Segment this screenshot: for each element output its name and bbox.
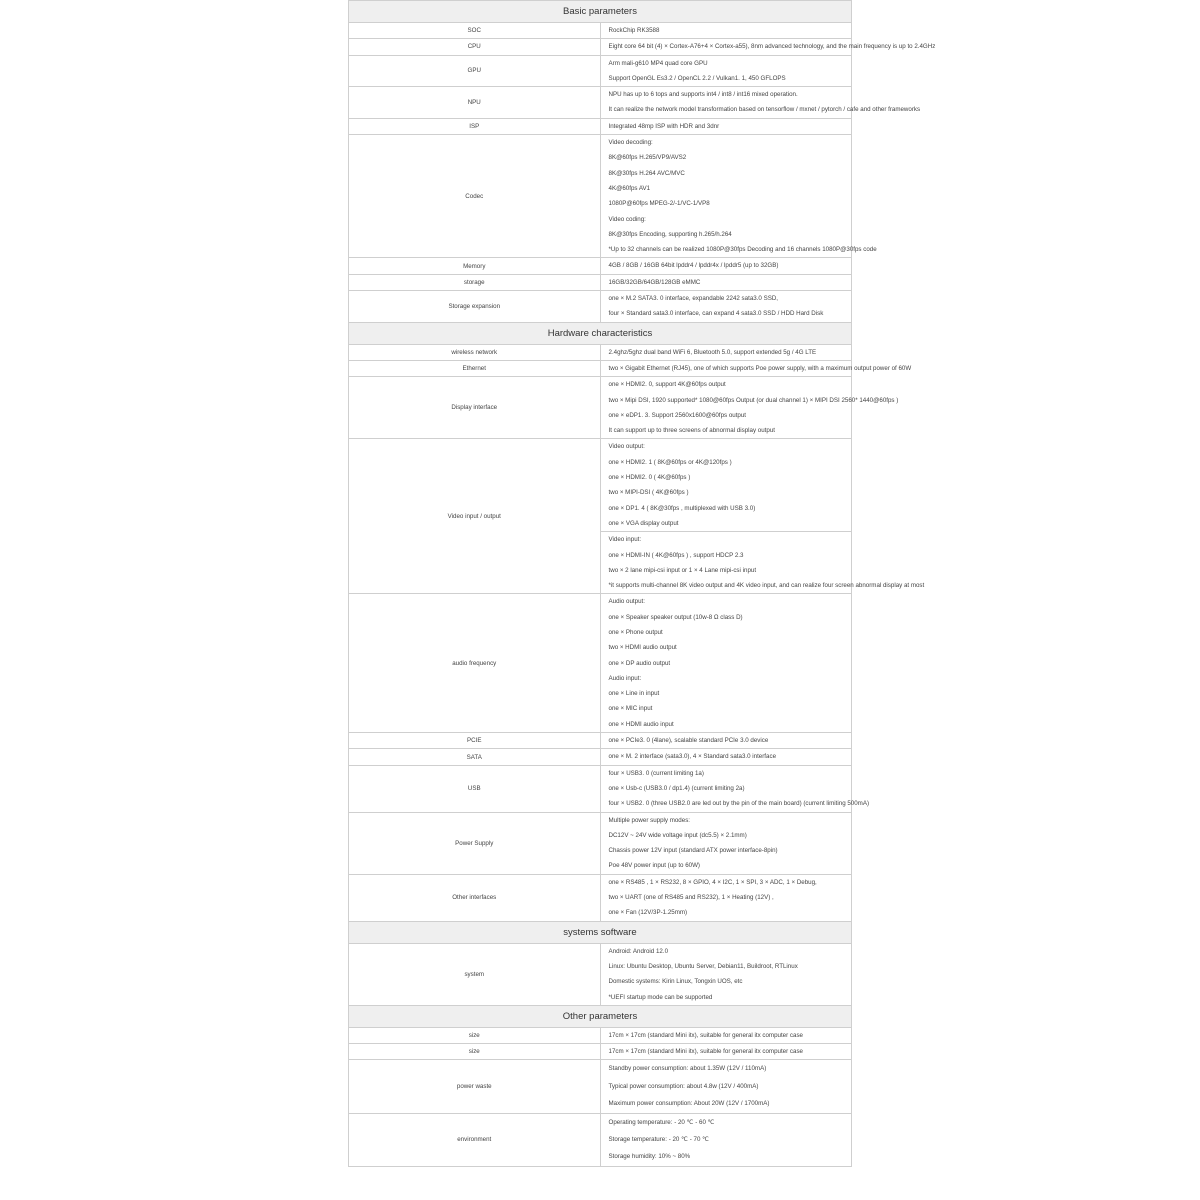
spec-value-line: Video input:: [608, 536, 642, 544]
spec-value: [600, 360, 912, 376]
spec-row: [349, 135, 852, 258]
spec-label: wireless network: [349, 344, 601, 360]
spec-sheet: [348, 0, 936, 1167]
spec-label: power waste: [349, 1060, 601, 1113]
spec-value-line: 2.4ghz/5ghz dual band WiFi 6, Bluetooth 5.0, support extended 5g / 4G LTE: [608, 348, 817, 356]
spec-value-line: one × MIC input: [608, 705, 653, 713]
spec-row: [349, 812, 852, 874]
spec-value-line: two × HDMI audio output: [608, 644, 677, 652]
spec-value-line: one × DP audio output: [608, 659, 671, 667]
spec-row: [349, 594, 852, 733]
spec-value-line: one × DP1. 4 ( 8K@30fps , multiplexed with USB 3.0): [608, 504, 756, 512]
spec-value-line: *Up to 32 channels can be realized 1080P@30fps Decoding and 16 channels 1080P@30fps code: [608, 246, 877, 254]
spec-value-line: one × HDMI-IN ( 4K@60fps ) , support HDCP 2.3: [608, 551, 744, 559]
spec-label: size: [349, 1044, 601, 1060]
spec-value: [600, 291, 852, 323]
spec-row: [349, 377, 852, 439]
spec-row: [349, 87, 852, 119]
spec-value: [600, 39, 936, 55]
spec-row: [349, 1044, 852, 1060]
spec-value-line: 8K@30fps Encoding, supporting h.265/h.264: [608, 230, 732, 238]
spec-value-line: two × 2 lane mipi-csi input or 1 × 4 Lane mipi-csi input: [608, 566, 757, 574]
section-title: Other parameters: [349, 1005, 852, 1027]
spec-label: storage: [349, 274, 601, 290]
spec-label: Power Supply: [349, 812, 601, 874]
spec-value-line: 4GB / 8GB / 16GB 64bit lpddr4 / lpddr4x / lpddr5 (up to 32GB): [608, 262, 779, 270]
spec-row: [349, 360, 852, 376]
spec-value: [600, 1027, 852, 1043]
spec-value-line: two × UART (one of RS485 and RS232), 1 × Heating (12V) ,: [608, 894, 774, 902]
spec-value: [600, 733, 852, 749]
spec-value-line: Video decoding:: [608, 139, 653, 147]
spec-value-line: RockChip RK3588: [608, 27, 660, 34]
spec-value: [600, 943, 852, 1005]
spec-value-line: four × USB3. 0 (current limiting 1a): [608, 769, 704, 777]
spec-value-line: *UEFI startup mode can be supported: [608, 993, 713, 1001]
spec-value-line: Operating temperature: - 20 ℃ - 60 ℃: [608, 1118, 715, 1126]
spec-value-line: two × Mipi DSI, 1920 supported* 1080@60fps Output (or dual channel 1) × MIPI DSI 2560* 1440@60fps ): [608, 396, 899, 404]
spec-value: [600, 377, 899, 439]
spec-value-line: Chassis power 12V input (standard ATX power interface-8pin): [608, 847, 778, 855]
spec-value-line: Maximum power consumption: About 20W (12V / 1700mA): [608, 1100, 770, 1108]
spec-value-line: two × Gigabit Ethernet (RJ45), one of which supports Poe power supply, with a maximum output power of 60W: [608, 364, 912, 372]
spec-value-line: Video coding:: [608, 215, 646, 223]
spec-row: [349, 749, 852, 765]
section-title: systems software: [349, 921, 852, 943]
spec-value-line: Storage temperature: - 20 ℃ - 70 ℃: [608, 1135, 710, 1143]
section-header-row: [349, 1005, 852, 1027]
section-title: Basic parameters: [349, 1, 852, 23]
spec-row: [349, 274, 852, 290]
spec-value: [600, 274, 852, 290]
spec-row: [349, 1113, 852, 1166]
spec-value-line: Multiple power supply modes:: [608, 816, 691, 824]
spec-value-line: Eight core 64 bit (4) × Cortex-A76+4 × Cortex-a55), 8nm advanced technology, and the main frequency is up to 2.4GHz: [608, 43, 936, 51]
spec-label: NPU: [349, 87, 601, 119]
spec-value-line: Storage humidity: 10% ~ 80%: [608, 1153, 691, 1161]
spec-value-line: one × VGA display output: [608, 519, 679, 527]
spec-value: [600, 1060, 852, 1113]
spec-value: [600, 258, 852, 274]
spec-row: [349, 733, 852, 749]
spec-label: ISP: [349, 118, 601, 134]
spec-value-line: 8K@30fps H.264 AVC/MVC: [608, 169, 685, 177]
spec-value-line: one × Fan (12V/3P-1.25mm): [608, 909, 688, 917]
spec-value: [600, 135, 877, 258]
spec-value: [600, 344, 852, 360]
spec-value-line: Standby power consumption: about 1.35W (12V / 110mA): [608, 1065, 767, 1073]
spec-row: [349, 23, 852, 39]
spec-value-line: one × Speaker speaker output (10w-8 Ω class D): [608, 613, 743, 621]
spec-row: [349, 55, 852, 87]
spec-value: [600, 765, 870, 812]
spec-label: USB: [349, 765, 601, 812]
spec-value-line: Poe 48V power input (up to 60W): [608, 862, 700, 870]
spec-label: size: [349, 1027, 601, 1043]
spec-value: [600, 118, 852, 134]
spec-value-line: one × RS485 , 1 × RS232, 8 × GPIO, 4 × I2C, 1 × SPI, 3 × ADC, 1 × Debug,: [608, 878, 817, 886]
spec-value-line: *it supports multi-channel 8K video output and 4K video input, and can realize four screen abnormal display at most: [608, 582, 925, 590]
spec-value-line: one × HDMI2. 0 ( 4K@60fps ): [608, 474, 691, 482]
spec-value-line: 1080P@60fps MPEG-2/-1/VC-1/VP8: [608, 200, 710, 208]
spec-value: [600, 812, 852, 874]
spec-value-line: 16GB/32GB/64GB/128GB eMMC: [608, 278, 701, 286]
spec-label: Display interface: [349, 377, 601, 439]
spec-value-line: one × M.2 SATA3. 0 interface, expandable 2242 sata3.0 SSD,: [608, 295, 779, 303]
spec-value-line: Arm mali-g610 MP4 quad core GPU: [608, 59, 708, 67]
spec-label: GPU: [349, 55, 601, 87]
spec-value: [600, 439, 852, 532]
spec-value-line: Android: Android 12.0: [608, 947, 669, 955]
section-header-row: [349, 921, 852, 943]
spec-value-line: 8K@60fps H.265/VP9/AVS2: [608, 154, 687, 162]
spec-value-line: one × Phone output: [608, 628, 663, 636]
spec-row: [349, 258, 852, 274]
spec-label: PCIE: [349, 733, 601, 749]
spec-value-line: NPU has up to 6 tops and supports int4 / int8 / int16 mixed operation.: [608, 91, 798, 99]
spec-value-line: Audio output:: [608, 598, 645, 606]
spec-value: [600, 1113, 852, 1166]
spec-label: Ethernet: [349, 360, 601, 376]
spec-label: SOC: [349, 23, 601, 39]
spec-value-line: Domestic systems: Kirin Linux, Tongxin UOS, etc: [608, 978, 743, 986]
spec-label: Other interfaces: [349, 874, 601, 921]
spec-row: [349, 1060, 852, 1113]
spec-value-line: four × USB2. 0 (three USB2.0 are led out by the pin of the main board) (current limiting 500mA): [608, 800, 870, 808]
spec-label: Memory: [349, 258, 601, 274]
spec-value-line: one × M. 2 interface (sata3.0), 4 × Standard sata3.0 interface: [608, 753, 777, 761]
spec-label: Codec: [349, 135, 601, 258]
spec-value-line: four × Standard sata3.0 interface, can expand 4 sata3.0 SSD / HDD Hard Disk: [608, 310, 824, 318]
spec-value-line: Audio input:: [608, 674, 642, 682]
spec-value-line: one × HDMI audio input: [608, 720, 674, 728]
spec-value: [600, 87, 921, 119]
spec-label: CPU: [349, 39, 601, 55]
spec-label: Video input / output: [349, 439, 601, 594]
spec-row: [349, 874, 852, 921]
spec-row: [349, 39, 852, 55]
spec-label: environment: [349, 1113, 601, 1166]
spec-value-line: 17cm × 17cm (standard Mini itx), suitable for general itx computer case: [608, 1031, 803, 1039]
spec-value: [600, 749, 852, 765]
spec-row: [349, 1027, 852, 1043]
spec-row: [349, 943, 852, 1005]
spec-value-line: Video output:: [608, 443, 645, 451]
spec-value-line: Integrated 48mp ISP with HDR and 3dnr: [608, 122, 720, 130]
spec-value-line: It can realize the network model transformation based on tensorflow / mxnet / pytorch / cafe and other frameworks: [608, 106, 921, 114]
spec-value-line: It can support up to three screens of abnormal display output: [608, 427, 775, 435]
spec-value-line: Support OpenGL Es3.2 / OpenCL 2.2 / Vulkan1. 1, 450 GFLOPS: [608, 74, 786, 82]
spec-label: SATA: [349, 749, 601, 765]
spec-value-line: one × PCIe3. 0 (4lane), scalable standard PCIe 3.0 device: [608, 737, 769, 745]
spec-row: [349, 765, 852, 812]
spec-value-line: one × Line in input: [608, 690, 660, 698]
spec-value-line: 17cm × 17cm (standard Mini itx), suitable for general itx computer case: [608, 1048, 803, 1056]
spec-value: [600, 594, 852, 733]
spec-label: system: [349, 943, 601, 1005]
spec-value-line: Linux: Ubuntu Desktop, Ubuntu Server, Debian11, Buildroot, RTLinux: [608, 962, 798, 970]
spec-row: [349, 291, 852, 323]
section-header-row: [349, 1, 852, 23]
spec-value-line: Typical power consumption: about 4.8w (12V / 400mA): [608, 1082, 759, 1090]
spec-value-line: one × Usb-c (USB3.0 / dp1.4) (current limiting 2a): [608, 784, 745, 792]
spec-value: [600, 532, 925, 594]
spec-row: [349, 344, 852, 360]
spec-value: [600, 874, 852, 921]
section-title: Hardware characteristics: [349, 322, 852, 344]
section-header-row: [349, 322, 852, 344]
spec-table: [348, 0, 936, 1167]
spec-value-line: one × HDMI2. 0, support 4K@60fps output: [608, 381, 726, 389]
spec-value: [600, 55, 852, 87]
spec-label: audio frequency: [349, 594, 601, 733]
spec-row: [349, 439, 852, 532]
spec-value-line: two × MIPI-DSI ( 4K@60fps ): [608, 489, 689, 497]
spec-value: [600, 1044, 852, 1060]
spec-value-line: one × eDP1. 3. Support 2560x1600@60fps output: [608, 411, 747, 419]
spec-value-line: one × HDMI2. 1 ( 8K@60fps or 4K@120fps ): [608, 458, 732, 466]
spec-row: [349, 118, 852, 134]
spec-value-line: DC12V ~ 24V wide voltage input (dc5.5) × 2.1mm): [608, 831, 747, 839]
spec-label: Storage expansion: [349, 291, 601, 323]
spec-value: [600, 23, 852, 39]
spec-value-line: 4K@60fps AV1: [608, 184, 651, 192]
